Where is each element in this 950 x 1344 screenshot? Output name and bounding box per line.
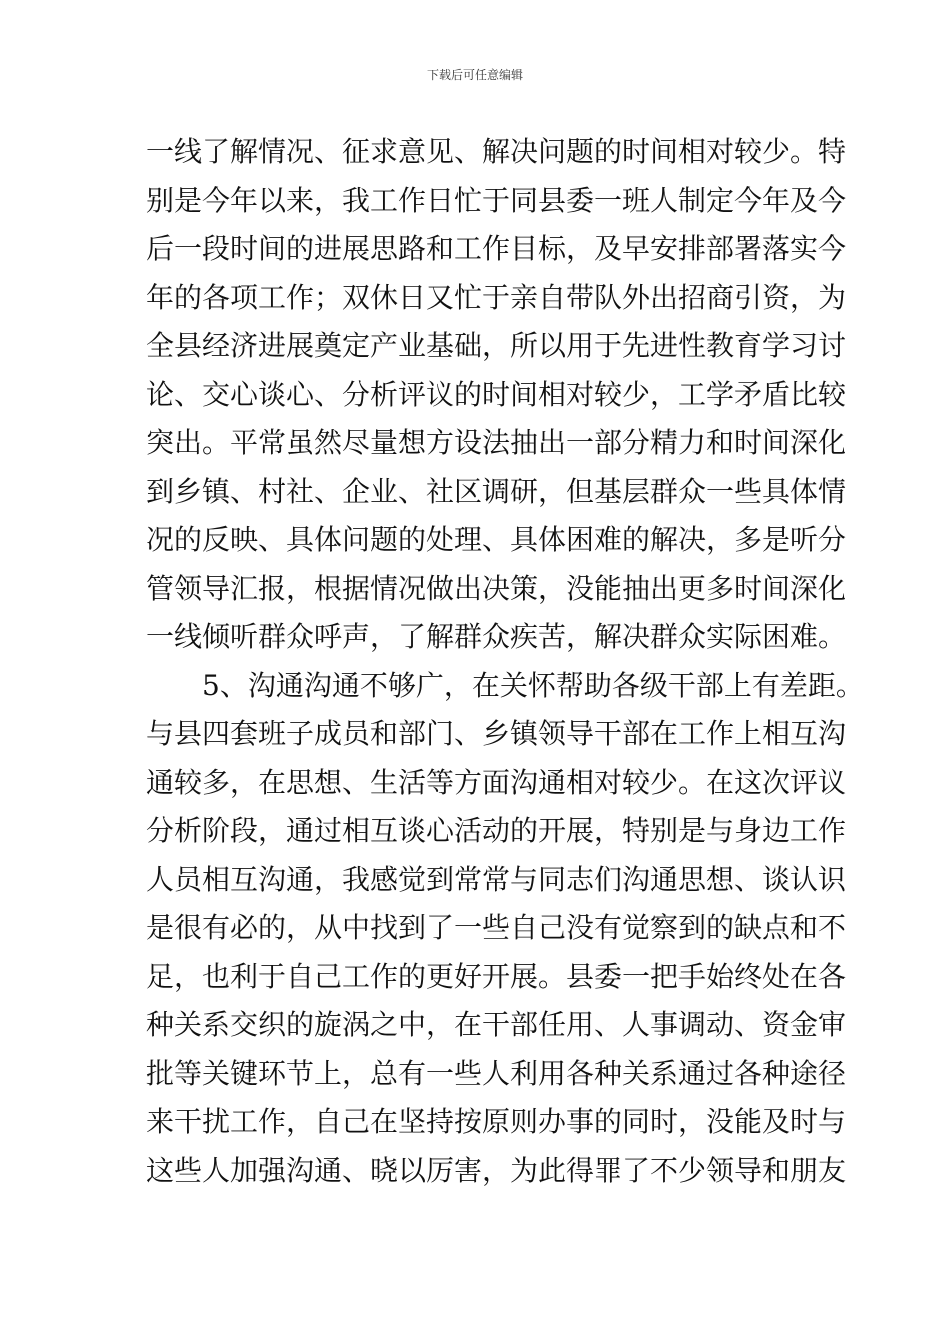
text-line: 突出。平常虽然尽量想方设法抽出一部分精力和时间深化 — [146, 426, 847, 459]
text-line: 论、交心谈心、分析评议的时间相对较少，工学矛盾比较 — [146, 377, 847, 411]
text-line: 况的反映、具体问题的处理、具体困难的解决，多是听分 — [146, 523, 847, 556]
text-line: 与县四套班子成员和部门、乡镇领导干部在工作上相互沟 — [146, 717, 847, 750]
text-line: 一线倾听群众呼声，了解群众疾苦，解决群众实际困难。 — [146, 620, 847, 653]
text-line: 一线了解情况、征求意见、解决问题的时间相对较少。特 — [146, 135, 847, 168]
text-line: 管领导汇报，根据情况做出决策，没能抽出更多时间深化 — [146, 571, 847, 605]
text-line: 到乡镇、村社、企业、社区调研，但基层群众一些具体情 — [146, 474, 847, 508]
body-text — [146, 128, 864, 1195]
text-line: 后一段时间的进展思路和工作目标，及早安排部署落实今 — [146, 232, 847, 265]
text-line: 是很有必的，从中找到了一些自己没有觉察到的缺点和不 — [146, 911, 847, 944]
text-line: 来干扰工作，自己在坚持按原则办事的同时，没能及时与 — [146, 1105, 847, 1138]
text-line: 这些人加强沟通、晓以厉害，为此得罪了不少领导和朋友 — [146, 1153, 847, 1187]
text-line: 别是今年以来，我工作日忙于同县委一班人制定今年及今 — [146, 183, 847, 217]
text-line: 5、沟通沟通不够广，在关怀帮助各级干部上有差距。 — [146, 668, 864, 702]
text-line: 年的各项工作；双休日又忙于亲自带队外出招商引资，为 — [146, 280, 847, 314]
text-line: 人员相互沟通，我感觉到常常与同志们沟通思想、谈认识 — [146, 862, 847, 896]
text-line: 批等关键环节上，总有一些人利用各种关系通过各种途径 — [146, 1056, 847, 1090]
text-line: 通较多，在思想、生活等方面沟通相对较少。在这次评议 — [146, 765, 847, 799]
text-line: 足，也利于自己工作的更好开展。县委一把手始终处在各 — [146, 959, 847, 993]
text-line: 全县经济进展奠定产业基础，所以用于先进性教育学习讨 — [146, 329, 847, 362]
page-header: 下载后可任意编辑 — [426, 68, 523, 82]
text-line: 分析阶段，通过相互谈心活动的开展，特别是与身边工作 — [146, 814, 847, 847]
text-line: 种关系交织的旋涡之中，在干部任用、人事调动、资金审 — [146, 1008, 847, 1041]
